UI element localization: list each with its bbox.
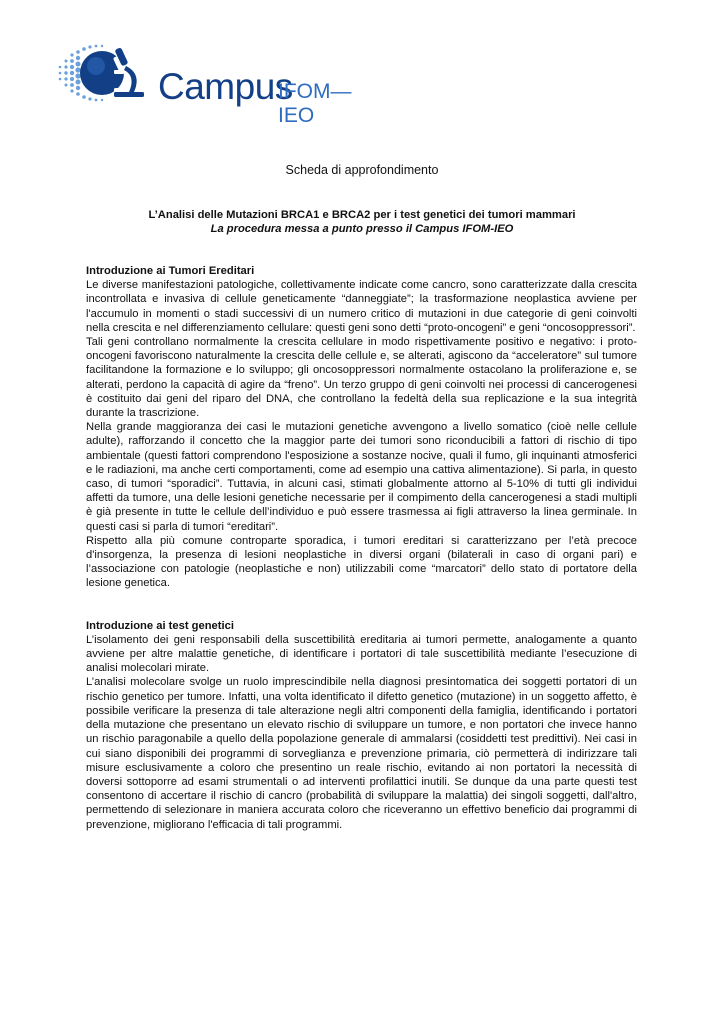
paragraph: Nella grande maggioranza dei casi le mutazioni genetiche avvengono a livello somatico (cioè nelle cellule adulte), rafforzando il concetto che la maggior parte dei tumori sono riconducibili a fattori di rischio di tipo ambientale (questi fattori comprendono l'esposizione a sostanze nocive, quali il fumo, gli inquinanti atmosferici e le radiazioni, ma anche certi comportamenti, come ad esempio una cattiva alimentazione). Si parla, in questo caso, di tumori “sporadici”. Tuttavia, in alcuni casi, stimati globalmente attorno al 5-10% di tutti gli individui affetti da tumore, una delle lesioni genetiche necessarie per il compimento della cancerogenesi a stadi multipli è già presente in tutte le cellule dell’individuo e può essere trasmessa ai figli attraverso la linea germinale. In questi casi si parla di tumori “ereditari”.: [86, 421, 637, 533]
section-heading-test-genetici: Introduzione ai test genetici: [86, 619, 234, 632]
campus-ifom-ieo-logo: [56, 40, 386, 127]
section-heading-tumori-ereditari: Introduzione ai Tumori Ereditari: [86, 265, 255, 277]
document-type-heading: Scheda di approfondimento: [285, 163, 439, 177]
section-spacer: [86, 591, 637, 619]
logo-wordmark: Campus: [158, 66, 293, 107]
title-block: [0, 208, 724, 236]
paragraph: Le diverse manifestazioni patologiche, collettivamente indicate come cancro, sono caratterizzate dalla crescita incontrollata e invasiva di cellule geneticamente “danneggiate”; la trasformazione neoplastica avviene per l'accumulo in momenti o stadi successivi di un numero critico di mutazioni in due categorie di geni coinvolti nella crescita e nel differenziamento cellulare: questi geni sono detti “proto-oncogeni” e geni “oncosoppressori”.: [86, 279, 637, 334]
document-title: L’Analisi delle Mutazioni BRCA1 e BRCA2 per i test genetici dei tumori mammari: [148, 209, 576, 221]
paragraph: Tali geni controllano normalmente la crescita cellulare in modo rispettivamente positivo e negativo: i proto-oncogeni favoriscono naturalmente la crescita delle cellule e, se alterati, agiscono da “acceleratore” sul tumore facilitandone la formazione e lo sviluppo; gli oncosoppressori normalmente ostacolano la proliferazione e, se alterati, perdono la capacità di agire da “freno”. Un terzo gruppo di geni coinvolti nei processi di cancerogenesi è costituito dai geni del riparo del DNA, che controllano la fedeltà della sua replicazione e la sua integrità durante la trascrizione.: [86, 336, 637, 420]
document-body: [86, 264, 637, 832]
document-subtitle: La procedura messa a punto presso il Campus IFOM-IEO: [210, 223, 514, 235]
logo-mark-icon: [56, 40, 166, 112]
paragraph: L’isolamento dei geni responsabili della suscettibilità ereditaria ai tumori permette, analogamente a quanto avviene per altre malattie genetiche, di identificare i portatori di tale suscettibilità mediante l’esecuzione di analisi molecolari mirate.: [86, 633, 637, 675]
paragraph: L’analisi molecolare svolge un ruolo imprescindibile nella diagnosi presintomatica dei soggetti portatori di un rischio genetico per tumore. Infatti, una volta identificato il difetto genetico (mutazione) in un soggetto affetto, è possibile verificare la presenza di tale alterazione negli altri componenti della famiglia, identificando i portatori della mutazione che presentano un elevato rischio di sviluppare un tumore, e non portatori che invece hanno un rischio paragonabile a quello della popolazione generale di ammalarsi (cosiddetti test predittivi). Nei casi in cui siano disponibili dei programmi di sorveglianza e prevenzione primaria, ciò permetterà di indirizzare tali misure esclusivamente a coloro che presentino un reale rischio, evitando ai non portatori la necessità di doversi sottoporre ad esami strumentali o ad interventi profilattici inutili. Se dunque da una parte questi test consentono di accertare il rischio di cancro (probabilità di sviluppare la malattia) dei singoli soggetti, dall'altro, permettendo di selezionare in maniera accurata coloro che riceveranno un effettivo beneficio dai programmi di prevenzione, migliorano l'efficacia di tali programmi.: [86, 676, 637, 831]
paragraph: Rispetto alla più comune controparte sporadica, i tumori ereditari si caratterizzano per l’età precoce d'insorgenza, la presenza di lesioni neoplastiche in diversi organi (bilaterali in caso di organi pari) e l’associazione con patologie (neoplastiche e non) utilizzabili come “marcatori” dello stato di portatore della lesione genetica.: [86, 534, 637, 590]
logo-subtitle: IFOM—IEO: [278, 80, 352, 127]
